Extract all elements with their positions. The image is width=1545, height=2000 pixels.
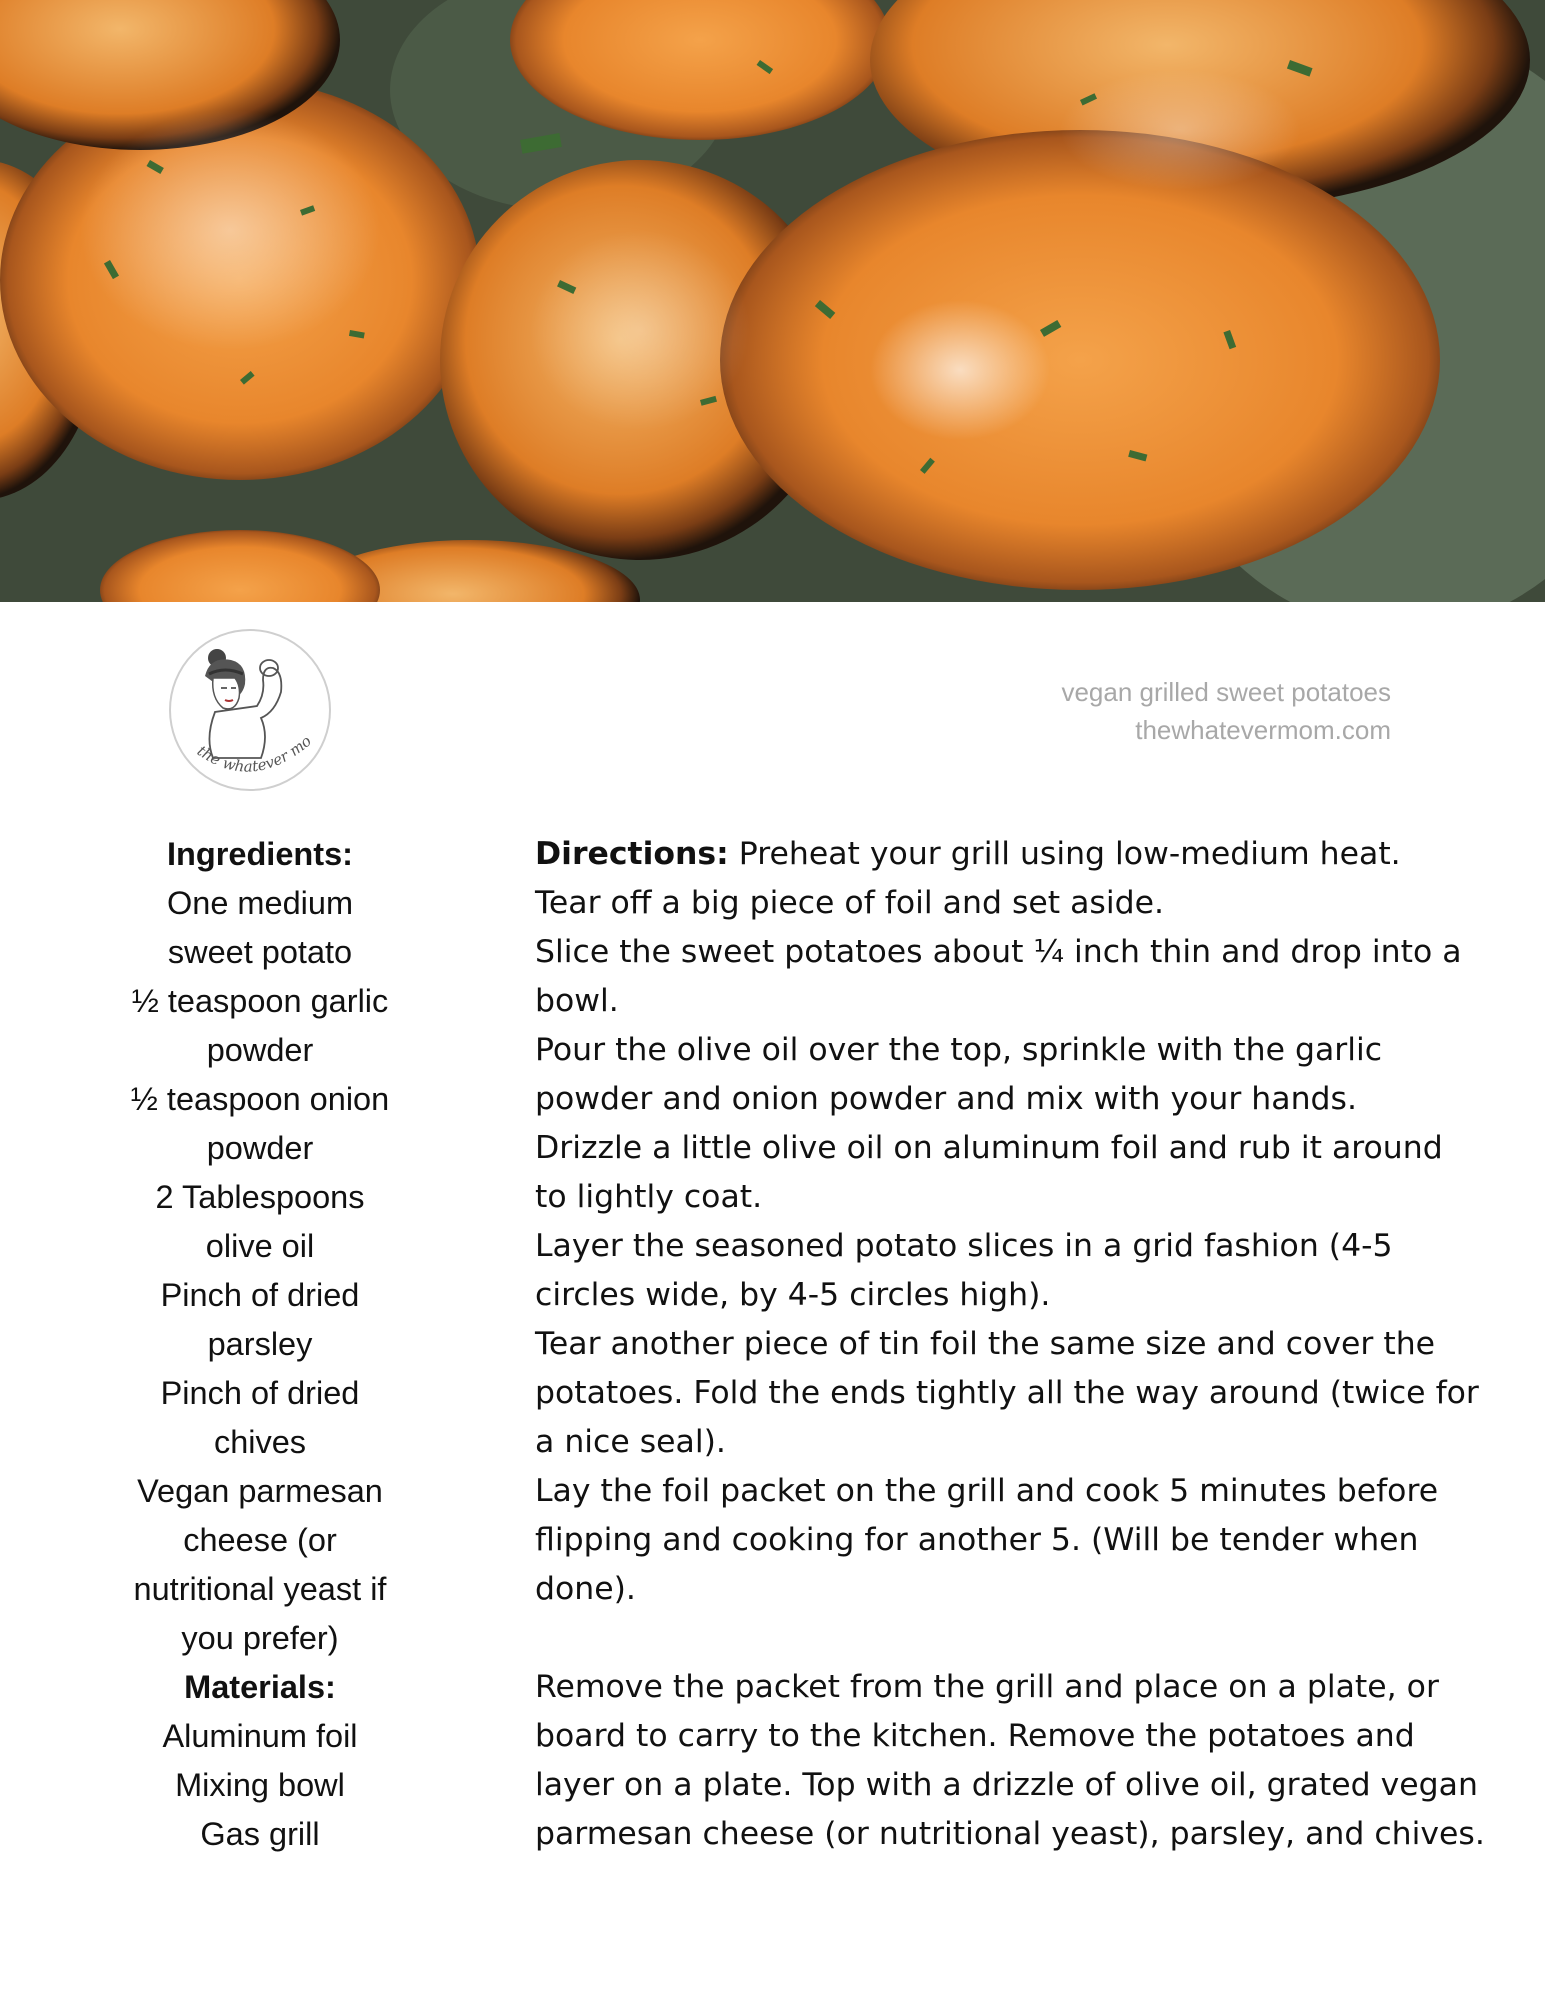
- ingredient-line: olive oil: [205, 1228, 315, 1264]
- ingredients-column: [95, 830, 425, 1859]
- material-line: Aluminum foil: [162, 1718, 358, 1754]
- direction-line: Pour the olive oil over the top, sprinkle with the garlic: [535, 1032, 1383, 1068]
- ingredient-line: ½ teaspoon onion: [130, 1081, 390, 1117]
- ingredients-heading: Ingredients:: [167, 836, 353, 872]
- brand-logo: [165, 628, 335, 798]
- direction-line: Lay the foil packet on the grill and cook 5 minutes before: [535, 1473, 1439, 1509]
- direction-line: Drizzle a little olive oil on aluminum foil and rub it around: [535, 1130, 1443, 1166]
- direction-line: circles wide, by 4-5 circles high).: [535, 1277, 1051, 1313]
- direction-line: powder and onion powder and mix with your hands.: [535, 1081, 1357, 1117]
- direction-final-line: Remove the packet from the grill and place on a plate, or: [535, 1669, 1439, 1705]
- direction-line: flipping and cooking for another 5. (Will be tender when: [535, 1522, 1419, 1558]
- recipe-title: vegan grilled sweet potatoes: [1061, 677, 1391, 707]
- directions-label: Directions:: [535, 836, 729, 872]
- material-line: Mixing bowl: [175, 1767, 345, 1803]
- direction-line: Slice the sweet potatoes about ¼ inch thin and drop into a: [535, 934, 1462, 970]
- direction-line: a nice seal).: [535, 1424, 726, 1460]
- ingredient-line: One medium: [166, 885, 354, 921]
- direction-line: Tear another piece of tin foil the same size and cover the: [535, 1326, 1436, 1362]
- directions-column: [535, 830, 1525, 1859]
- ingredient-line: powder: [206, 1130, 314, 1166]
- ingredient-line: powder: [206, 1032, 314, 1068]
- ingredient-line: ½ teaspoon garlic: [131, 983, 389, 1019]
- direction-final-line: board to carry to the kitchen. Remove the potatoes and: [535, 1718, 1415, 1754]
- hero-photo: [0, 0, 1545, 602]
- woman-flexing-arm-icon: [165, 628, 335, 798]
- direction-final-line: parmesan cheese (or nutritional yeast), parsley, and chives.: [535, 1816, 1485, 1852]
- direction-line: to lightly coat.: [535, 1179, 763, 1215]
- document-header: [1061, 673, 1391, 749]
- sweet-potato-illustration: [0, 0, 1545, 602]
- ingredient-line: Pinch of dried: [160, 1375, 360, 1411]
- ingredient-line: sweet potato: [167, 934, 353, 970]
- ingredient-line: chives: [213, 1424, 307, 1460]
- ingredient-line: Pinch of dried: [160, 1277, 360, 1313]
- direction-line: Tear off a big piece of foil and set aside.: [535, 885, 1164, 921]
- ingredient-line: Vegan parmesan: [137, 1473, 383, 1509]
- materials-heading: Materials:: [184, 1669, 336, 1705]
- directions-first-line: [535, 830, 1525, 879]
- logo-text: the whatever mo: [193, 731, 315, 776]
- direction-line: Layer the seasoned potato slices in a grid fashion (4-5: [535, 1228, 1393, 1264]
- direction-line: done).: [535, 1571, 636, 1607]
- material-line: Gas grill: [200, 1816, 320, 1852]
- direction-line: bowl.: [535, 983, 619, 1019]
- ingredient-line: nutritional yeast if: [133, 1571, 387, 1607]
- ingredient-line: cheese (or: [183, 1522, 337, 1558]
- directions-first-step: Preheat your grill using low-medium heat.: [728, 836, 1401, 872]
- paragraph-spacer: [535, 1614, 1525, 1663]
- direction-final-line: layer on a plate. Top with a drizzle of olive oil, grated vegan: [535, 1767, 1478, 1803]
- direction-line: potatoes. Fold the ends tightly all the way around (twice for: [535, 1375, 1479, 1411]
- ingredient-line: you prefer): [181, 1620, 339, 1656]
- ingredient-line: 2 Tablespoons: [155, 1179, 365, 1215]
- site-url[interactable]: thewhatevermom.com: [1135, 715, 1391, 745]
- ingredient-line: parsley: [207, 1326, 313, 1362]
